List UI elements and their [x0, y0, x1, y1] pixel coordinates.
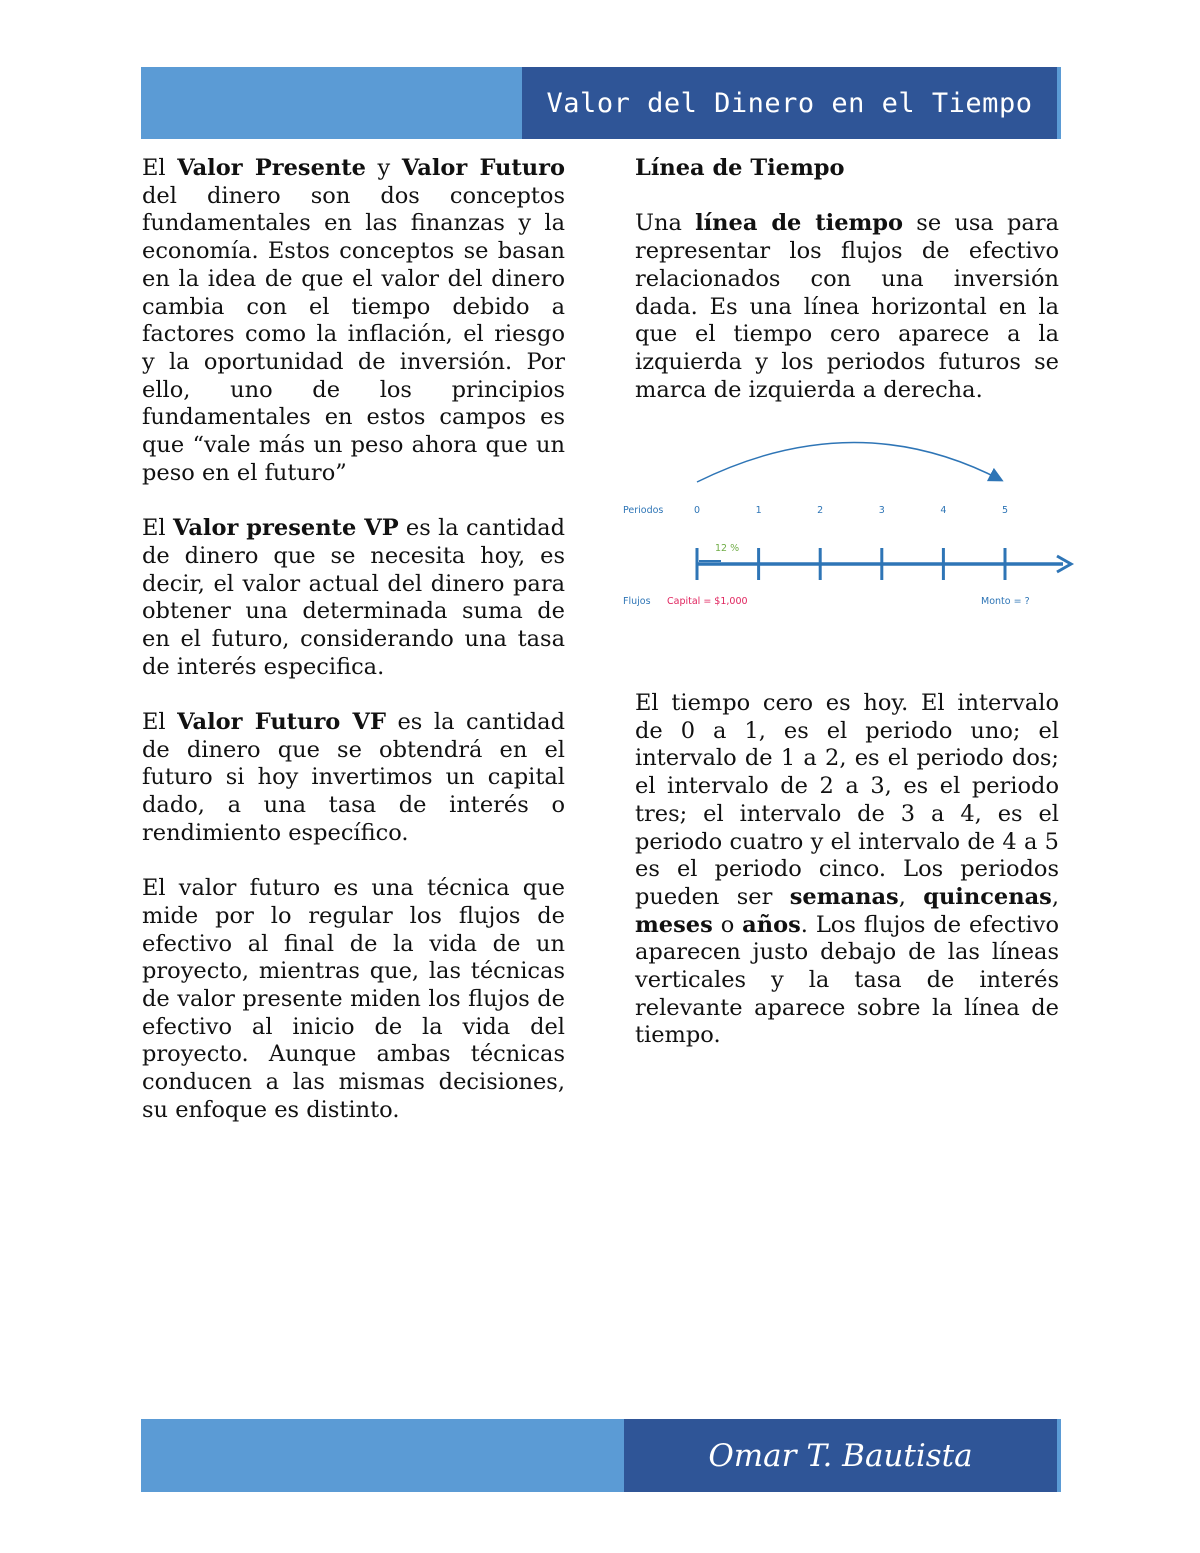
intro-paragraph — [142, 155, 565, 487]
bold-term: línea de tiempo — [695, 210, 904, 237]
amount-label: Monto = ? — [981, 596, 1030, 607]
text: El — [142, 155, 178, 181]
header-title-box — [522, 67, 1057, 139]
techniques-paragraph: El valor futuro es una técnica que mide por lo regular los flujos de efectivo al final de la vida de un proyecto, mientras que, las técnicas de valor presente miden los flujos de efectivo al inicio de la vida del proyecto. Aunque ambas técnicas conducen a las mismas decisiones, su enfoque es distinto. — [142, 875, 565, 1123]
present-value-paragraph — [142, 515, 565, 681]
section-heading: Línea de Tiempo — [635, 155, 845, 181]
bold-term: años — [742, 911, 801, 938]
period-label-3: 3 — [878, 505, 885, 516]
timeline-diagram — [615, 432, 1085, 632]
text: . Los flujos de efectivo aparecen justo debajo de las líneas verticales y la tasa de interés relevante aparece sobre la línea de tiempo. — [635, 911, 1059, 1049]
period-label-4: 4 — [940, 505, 947, 516]
period-label-0: 0 — [693, 505, 701, 516]
rate-label: 12 % — [715, 543, 740, 554]
author-name: Omar T. Bautista — [708, 1437, 973, 1474]
text: El — [142, 515, 173, 542]
header-edge — [1057, 67, 1061, 139]
left-column — [142, 155, 565, 1152]
page-title: Valor del Dinero en el Tiempo — [546, 87, 1033, 119]
header-light-band — [141, 67, 522, 139]
capital-label: Capital = $1,000 — [667, 596, 748, 607]
bold-term: Valor Presente — [177, 155, 366, 181]
bold-term: Valor presente VP — [172, 515, 399, 542]
text: El tiempo cero es hoy. El intervalo de 0 a 1, es el periodo uno; el intervalo de 1 a 2, es el periodo dos; el intervalo de 2 a 3, es el periodo tres; el intervalo de 3 a 4, es el periodo cuatro y el intervalo de 4 a 5 es el periodo cinco. Los periodos pueden ser — [635, 690, 1059, 910]
flows-label: Flujos — [623, 596, 651, 607]
footer-edge — [1057, 1419, 1061, 1492]
text: El — [142, 709, 178, 736]
text: del dinero son dos conceptos fundamentales en las finanzas y la economía. Estos conceptos se basan en la idea de que el valor del dinero cambia con el tiempo debido a factores como la inflación, el riesgo y la oportunidad de inversión. Por ello, uno de los principios fundamentales en estos campos es que “vale más un peso ahora que un peso en el futuro” — [142, 182, 565, 486]
periods-label: Periodos — [623, 505, 664, 516]
bold-term: Valor Futuro VF — [177, 709, 386, 736]
text: Una — [635, 210, 696, 237]
period-label-2: 2 — [817, 505, 824, 516]
periods-paragraph — [635, 690, 1059, 1050]
text: , — [1051, 883, 1059, 910]
period-labels — [694, 505, 1008, 516]
text: es la cantidad de dinero que se necesita hoy, es decir, el valor actual del dinero para obtener una determinada suma de en el futuro, considerando una tasa de interés especifica. — [142, 515, 565, 680]
footer-author-box — [624, 1419, 1057, 1492]
footer-light-band — [141, 1419, 624, 1492]
period-label-5: 5 — [1001, 505, 1009, 516]
text: y — [365, 155, 402, 181]
text: se usa para representar los flujos de efectivo relacionados con una inversión dada. Es una línea horizontal en la que el tiempo cero aparece a la izquierda y los periodos futuros se marca de izquierda a derecha. — [635, 210, 1059, 403]
text: es la cantidad de dinero que se obtendrá en el futuro si hoy invertimos un capital dado, a una tasa de interés o rendimiento específico. — [142, 709, 565, 846]
text: o — [712, 911, 743, 938]
right-column — [623, 155, 1059, 1078]
text: , — [898, 883, 924, 910]
header-banner — [141, 67, 1061, 139]
bold-term: Valor Futuro — [401, 155, 566, 181]
timeline-definition-paragraph — [635, 210, 1059, 404]
future-value-paragraph — [142, 709, 565, 848]
period-label-1: 1 — [755, 505, 762, 516]
bold-term: meses — [635, 911, 713, 938]
timeline-svg — [615, 432, 1085, 632]
bold-term: quincenas — [923, 883, 1052, 910]
footer-banner — [141, 1419, 1061, 1492]
bold-term: semanas — [789, 883, 899, 910]
timeline-arc-arrow — [697, 442, 1001, 482]
